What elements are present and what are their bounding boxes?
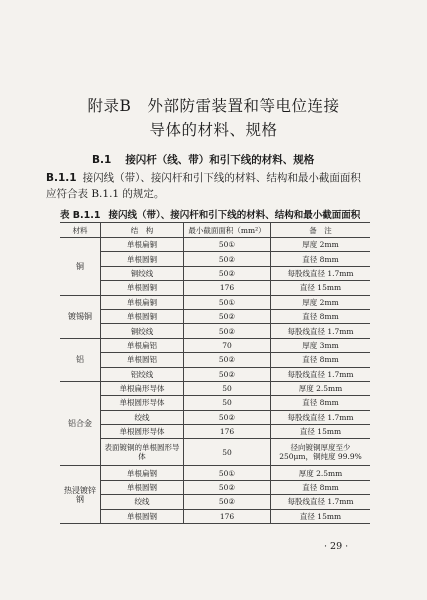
material-cell: 铝 [60,338,101,381]
header-remarks: 备 注 [271,223,371,238]
table-number: 表 B.1.1 [60,210,101,221]
material-cell: 镀锡铜 [60,295,101,338]
structure-cell: 单根圆铜 [101,252,184,266]
table-row [60,466,370,480]
table-caption [60,207,360,221]
remarks-cell: 直径 8mm [271,309,371,323]
min-area-cell: 50 [184,381,271,395]
section-heading [92,152,314,167]
table-row [60,324,370,338]
section-title: 接闪杆（线、带）和引下线的材料、规格 [125,154,315,166]
min-area-cell: 50 [184,439,271,466]
min-area-cell: 50② [184,252,271,266]
min-area-cell: 50① [184,295,271,309]
table-row [60,410,370,424]
remarks-cell: 每股线直径 1.7mm [271,495,371,509]
remarks-cell: 直径 8mm [271,353,371,367]
remarks-cell: 每股线直径 1.7mm [271,367,371,381]
remarks-cell: 直径 15mm [271,281,371,295]
structure-cell: 铜绞线 [101,266,184,280]
min-area-cell: 50② [184,353,271,367]
table-row [60,338,370,352]
structure-cell: 单根圆铜 [101,281,184,295]
table-row [60,367,370,381]
table-title: 接闪线（带）、接闪杆和引下线的材料、结构和最小截面面积 [108,210,361,221]
min-area-cell: 176 [184,509,271,523]
structure-cell: 单根扁形导体 [101,381,184,395]
table-row [60,509,370,523]
table-row [60,381,370,395]
table-row [60,353,370,367]
table-row [60,238,370,252]
remarks-cell: 厚度 2mm [271,238,371,252]
min-area-cell: 50② [184,324,271,338]
remarks-cell: 每股线直径 1.7mm [271,266,371,280]
table-body [60,238,370,524]
remarks-cell: 径向镀铜厚度至少 250μm，铜纯度 99.9% [271,439,371,466]
clause-number: B.1.1 [46,172,77,184]
structure-cell: 单根圆铜 [101,309,184,323]
min-area-cell: 176 [184,281,271,295]
structure-cell: 表面镀铜的单根圆形导体 [101,439,184,466]
min-area-cell: 176 [184,425,271,439]
table-row [60,396,370,410]
remarks-cell: 直径 8mm [271,396,371,410]
remarks-cell: 直径 15mm [271,425,371,439]
structure-cell: 绞线 [101,410,184,424]
table-row [60,266,370,280]
header-structure: 结 构 [101,223,184,238]
structure-cell: 铜绞线 [101,324,184,338]
structure-cell: 绞线 [101,495,184,509]
structure-cell: 单根圆形导体 [101,396,184,410]
remarks-cell: 每股线直径 1.7mm [271,410,371,424]
table-row [60,295,370,309]
remarks-cell: 厚度 2.5mm [271,381,371,395]
material-cell: 热浸镀锌钢 [60,466,101,524]
structure-cell: 单根扁铝 [101,338,184,352]
remarks-cell: 直径 8mm [271,480,371,494]
remarks-cell: 厚度 3mm [271,338,371,352]
structure-cell: 铝绞线 [101,367,184,381]
remarks-cell: 直径 15mm [271,509,371,523]
remarks-cell: 厚度 2mm [271,295,371,309]
min-area-cell: 50② [184,309,271,323]
table-row [60,252,370,266]
table-header-row [60,223,370,238]
min-area-cell: 50① [184,238,271,252]
min-area-cell: 50② [184,266,271,280]
spec-table [60,222,370,524]
min-area-cell: 50② [184,367,271,381]
min-area-cell: 50① [184,466,271,480]
min-area-cell: 50② [184,495,271,509]
table-row [60,439,370,466]
structure-cell: 单根圆形导体 [101,425,184,439]
table-row [60,495,370,509]
min-area-cell: 50② [184,480,271,494]
appendix-title-line2: 导体的材料、规格 [149,121,278,139]
section-number: B.1 [92,154,112,166]
table-row [60,281,370,295]
header-min-area: 最小截面面积（mm²） [184,223,271,238]
structure-cell: 单根扁钢 [101,466,184,480]
min-area-cell: 50② [184,410,271,424]
appendix-title-line1: 附录B 外部防雷装置和等电位连接 [87,97,340,115]
min-area-cell: 50 [184,396,271,410]
table-row [60,425,370,439]
page-number: · 29 · [324,541,349,552]
structure-cell: 单根扁铜 [101,295,184,309]
min-area-cell: 70 [184,338,271,352]
structure-cell: 单根圆铝 [101,353,184,367]
remarks-cell: 直径 8mm [271,252,371,266]
structure-cell: 单根扁铜 [101,238,184,252]
remarks-cell: 每股线直径 1.7mm [271,324,371,338]
clause-paragraph [46,170,366,202]
table-row [60,309,370,323]
material-cell: 铝合金 [60,381,101,466]
table-row [60,480,370,494]
structure-cell: 单根圆钢 [101,480,184,494]
remarks-cell: 厚度 2.5mm [271,466,371,480]
header-material: 材料 [60,223,101,238]
structure-cell: 单根圆钢 [101,509,184,523]
material-cell: 铜 [60,238,101,296]
clause-text: 接闪线（带）、接闪杆和引下线的材料、结构和最小截面面积应符合表 B.1.1 的规定。 [46,172,361,200]
